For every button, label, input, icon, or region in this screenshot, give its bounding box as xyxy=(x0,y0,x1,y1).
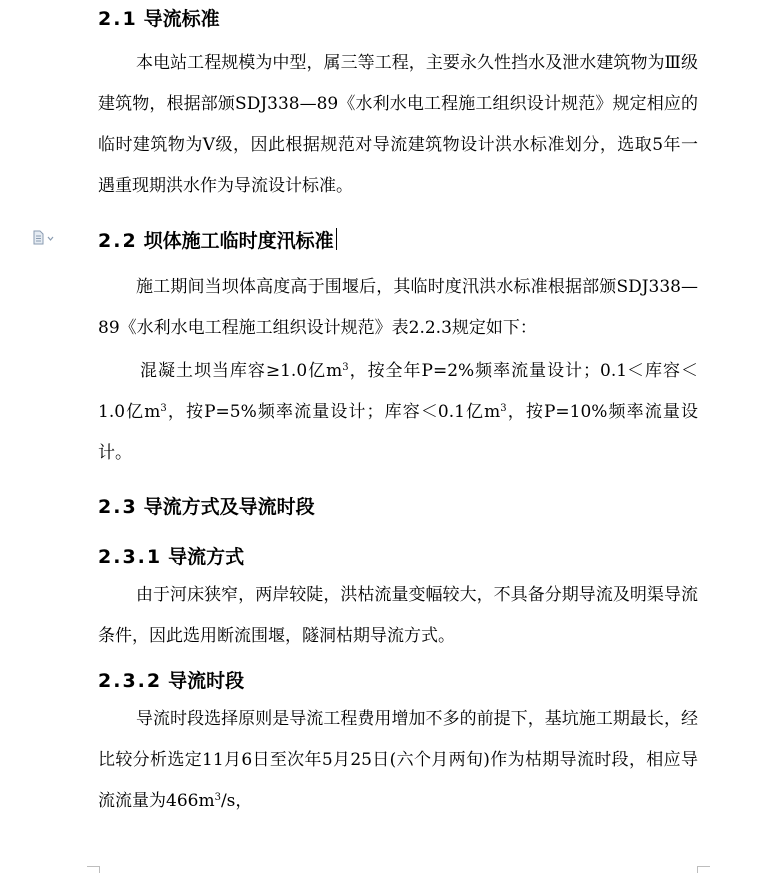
heading-title: 导流时段 xyxy=(168,670,245,692)
heading-2-3 xyxy=(98,492,698,519)
superscript: 3 xyxy=(342,362,349,373)
heading-2-2 xyxy=(98,226,698,253)
paragraph-2-2: 施工期间当坝体高度高于围堰后，其临时度汛洪水标准根据部颁SDJ338—89《水利水电工程施工组织设计规范》表2.2.3规定如下： xyxy=(98,277,698,338)
detail-text: ，按P=5%频率流量设计；库容＜0.1亿m xyxy=(166,402,501,422)
paragraph-2-1: 本电站工程规模为中型，属三等工程，主要永久性挡水及泄水建筑物为Ⅲ级建筑物，根据部颁SDJ338—89《水利水电工程施工组织设计规范》规定相应的临时建筑物为Ⅴ级，因此根据规范对导流建筑物设计洪水标准划分，选取5年一遇重现期洪水作为导流设计标准。 xyxy=(98,53,698,196)
superscript: 3 xyxy=(214,792,221,803)
page-corner-mark-left xyxy=(87,866,100,873)
heading-title: 导流方式 xyxy=(168,546,245,568)
heading-number: 2.1 xyxy=(98,8,138,30)
heading-2-1 xyxy=(98,4,698,31)
paragraph-2-3-2 xyxy=(98,699,698,822)
heading-2-3-1 xyxy=(98,542,698,569)
paragraph-text: /s， xyxy=(220,791,253,811)
heading-2-3-2 xyxy=(98,666,698,693)
paragraph-2-2-detail xyxy=(98,351,698,474)
heading-title: 导流方式及导流时段 xyxy=(143,496,315,518)
page-corner-mark-right xyxy=(697,866,710,873)
detail-text: 混凝土坝当库容≥1.0亿m xyxy=(140,361,343,381)
paragraph-2-3-1: 由于河床狭窄，两岸较陡，洪枯流量变幅较大，不具备分期导流及明渠导流条件，因此选用断流围堰，隧洞枯期导流方式。 xyxy=(98,585,698,646)
text-cursor xyxy=(336,228,337,250)
heading-number: 2.2 xyxy=(98,230,138,252)
heading-title: 坝体施工临时度汛标准 xyxy=(143,230,334,252)
superscript: 3 xyxy=(160,403,167,414)
paragraph-text: 导流时段选择原则是导流工程费用增加不多的前提下，基坑施工期最长，经比较分析选定11月6日至次年5月25日(六个月两旬)作为枯期导流时段，相应导流流量为466m xyxy=(98,709,698,811)
heading-number: 2.3 xyxy=(98,496,138,518)
superscript: 3 xyxy=(500,403,507,414)
detail-text: ，按P=10%频率流量设计。 xyxy=(98,402,699,463)
detail-text: ，按全年P=2%频率流量设计；0.1＜库容＜1.0亿m xyxy=(98,361,699,422)
heading-number: 2.3.2 xyxy=(98,670,163,692)
heading-number: 2.3.1 xyxy=(98,546,163,568)
heading-title: 导流标准 xyxy=(143,8,220,30)
document-icon[interactable] xyxy=(32,230,56,246)
